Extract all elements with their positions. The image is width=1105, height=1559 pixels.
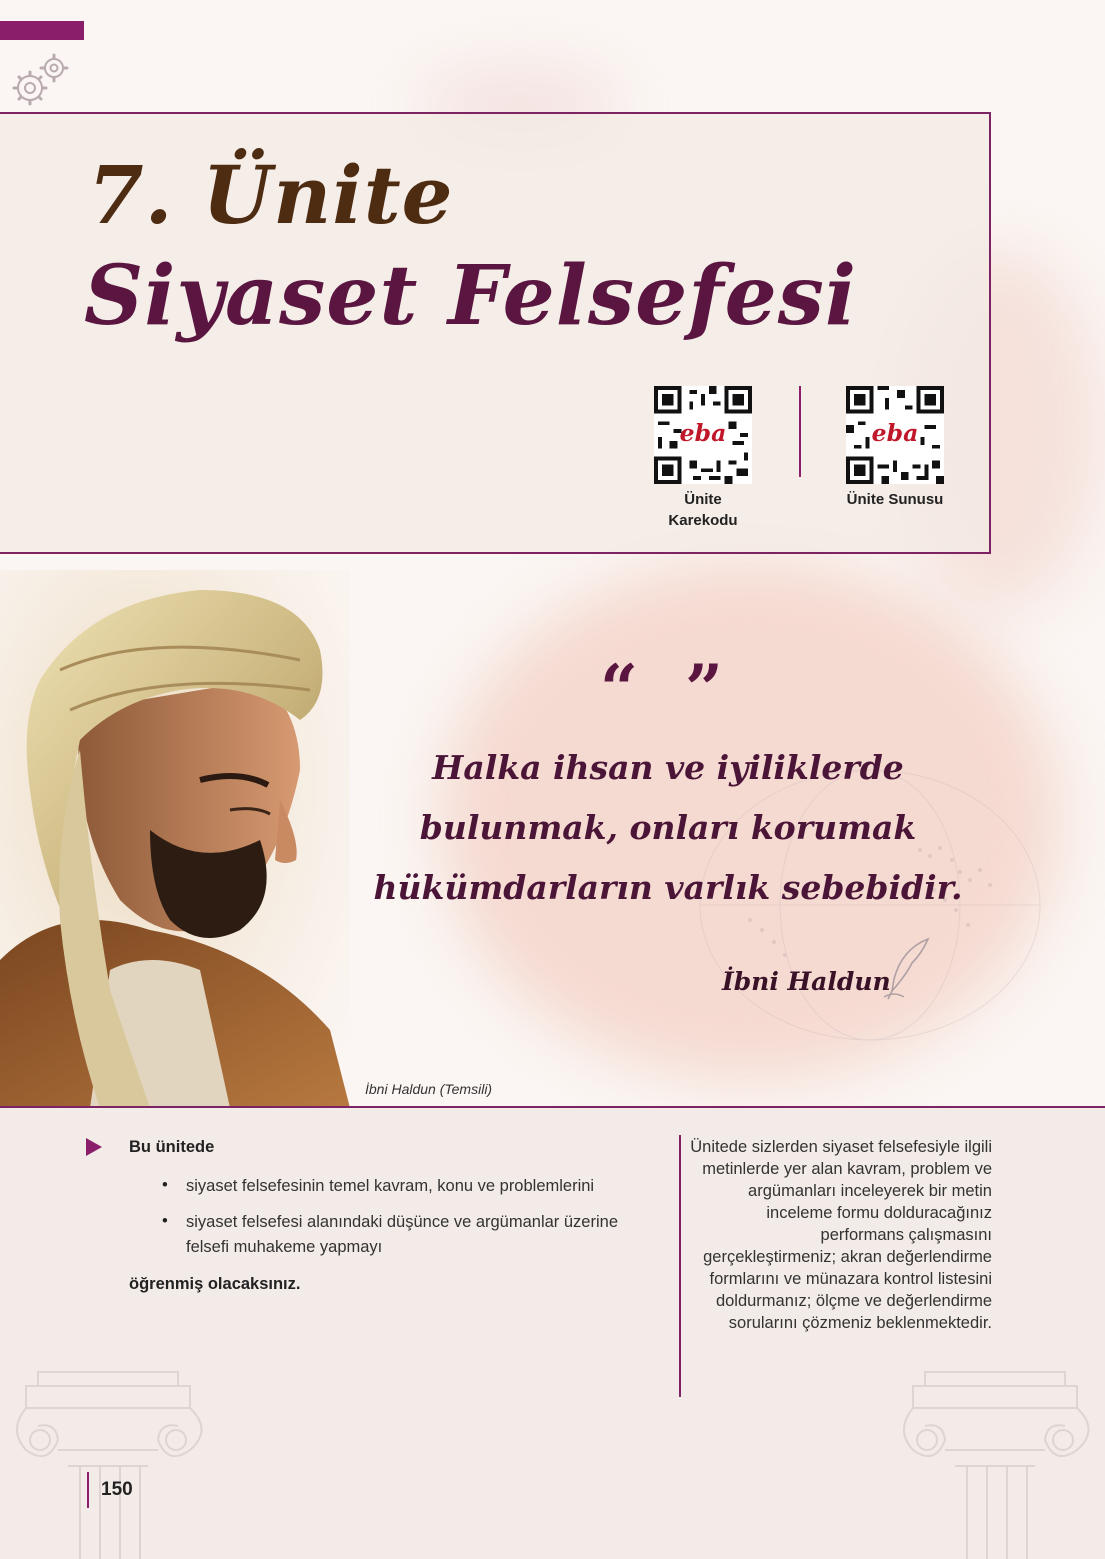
expectations-text: Ünitede sizlerden siyaset felsefesiyle ilgili metinlerde yer alan kavram, problem ve argümanları inceleyerek bir metin inceleme formu dolduracağınız performans çalışmasını gerçekleştirmeniz; akran değerlendirme formlarını ve münazara kontrol listesini doldurmanız; ölçme ve değerlendirme sorularını çözmeniz beklenmektedir. bbox=[690, 1138, 992, 1332]
qr-label-line: Ünite bbox=[684, 491, 722, 508]
objective-item: siyaset felsefesinin temel kavram, konu ve problemlerini bbox=[186, 1177, 595, 1195]
unit-qr-code[interactable] bbox=[654, 386, 752, 484]
column-divider bbox=[679, 1135, 681, 1397]
unit-number: 7. Ünite bbox=[88, 148, 454, 242]
portrait-caption: İbni Haldun (Temsili) bbox=[365, 1081, 493, 1097]
quote-author: İbni Haldun bbox=[722, 967, 891, 996]
unit-title: Siyaset Felsefesi bbox=[84, 248, 858, 344]
qr-label bbox=[832, 489, 958, 510]
qr-label-line: Ünite Sunusu bbox=[846, 491, 944, 508]
objectives-heading: Bu ünitede bbox=[129, 1138, 215, 1156]
bullet-icon: • bbox=[162, 1176, 168, 1194]
play-triangle-icon bbox=[86, 1138, 102, 1156]
qr-label bbox=[640, 489, 766, 531]
quote-marks: “ ” bbox=[600, 650, 735, 728]
column-capital-decoration bbox=[895, 1370, 1100, 1559]
quote-line: bulunmak, onları korumak bbox=[419, 808, 917, 847]
qr-divider bbox=[799, 386, 801, 477]
presentation-qr-code[interactable] bbox=[846, 386, 944, 484]
quote-line: hükümdarların varlık sebebidir. bbox=[373, 868, 963, 907]
svg-text:eba: eba bbox=[679, 418, 727, 447]
quill-icon bbox=[882, 935, 932, 1001]
quote-line: Halka ihsan ve iyiliklerde bbox=[432, 748, 904, 787]
top-accent-bar bbox=[0, 21, 84, 40]
ibni-haldun-portrait bbox=[0, 570, 350, 1108]
page-number: 150 bbox=[101, 1479, 133, 1500]
gears-icon bbox=[10, 52, 70, 108]
svg-text:eba: eba bbox=[871, 418, 919, 447]
column-capital-decoration bbox=[8, 1370, 213, 1559]
qr-label-line: Karekodu bbox=[668, 512, 738, 529]
page-number-bar bbox=[87, 1472, 89, 1508]
bullet-icon: • bbox=[162, 1212, 168, 1230]
objectives-closing: öğrenmiş olacaksınız. bbox=[129, 1275, 301, 1293]
objective-item: siyaset felsefesi alanındaki düşünce ve argümanlar üzerine felsefi muhakeme yapmayı bbox=[186, 1213, 618, 1256]
